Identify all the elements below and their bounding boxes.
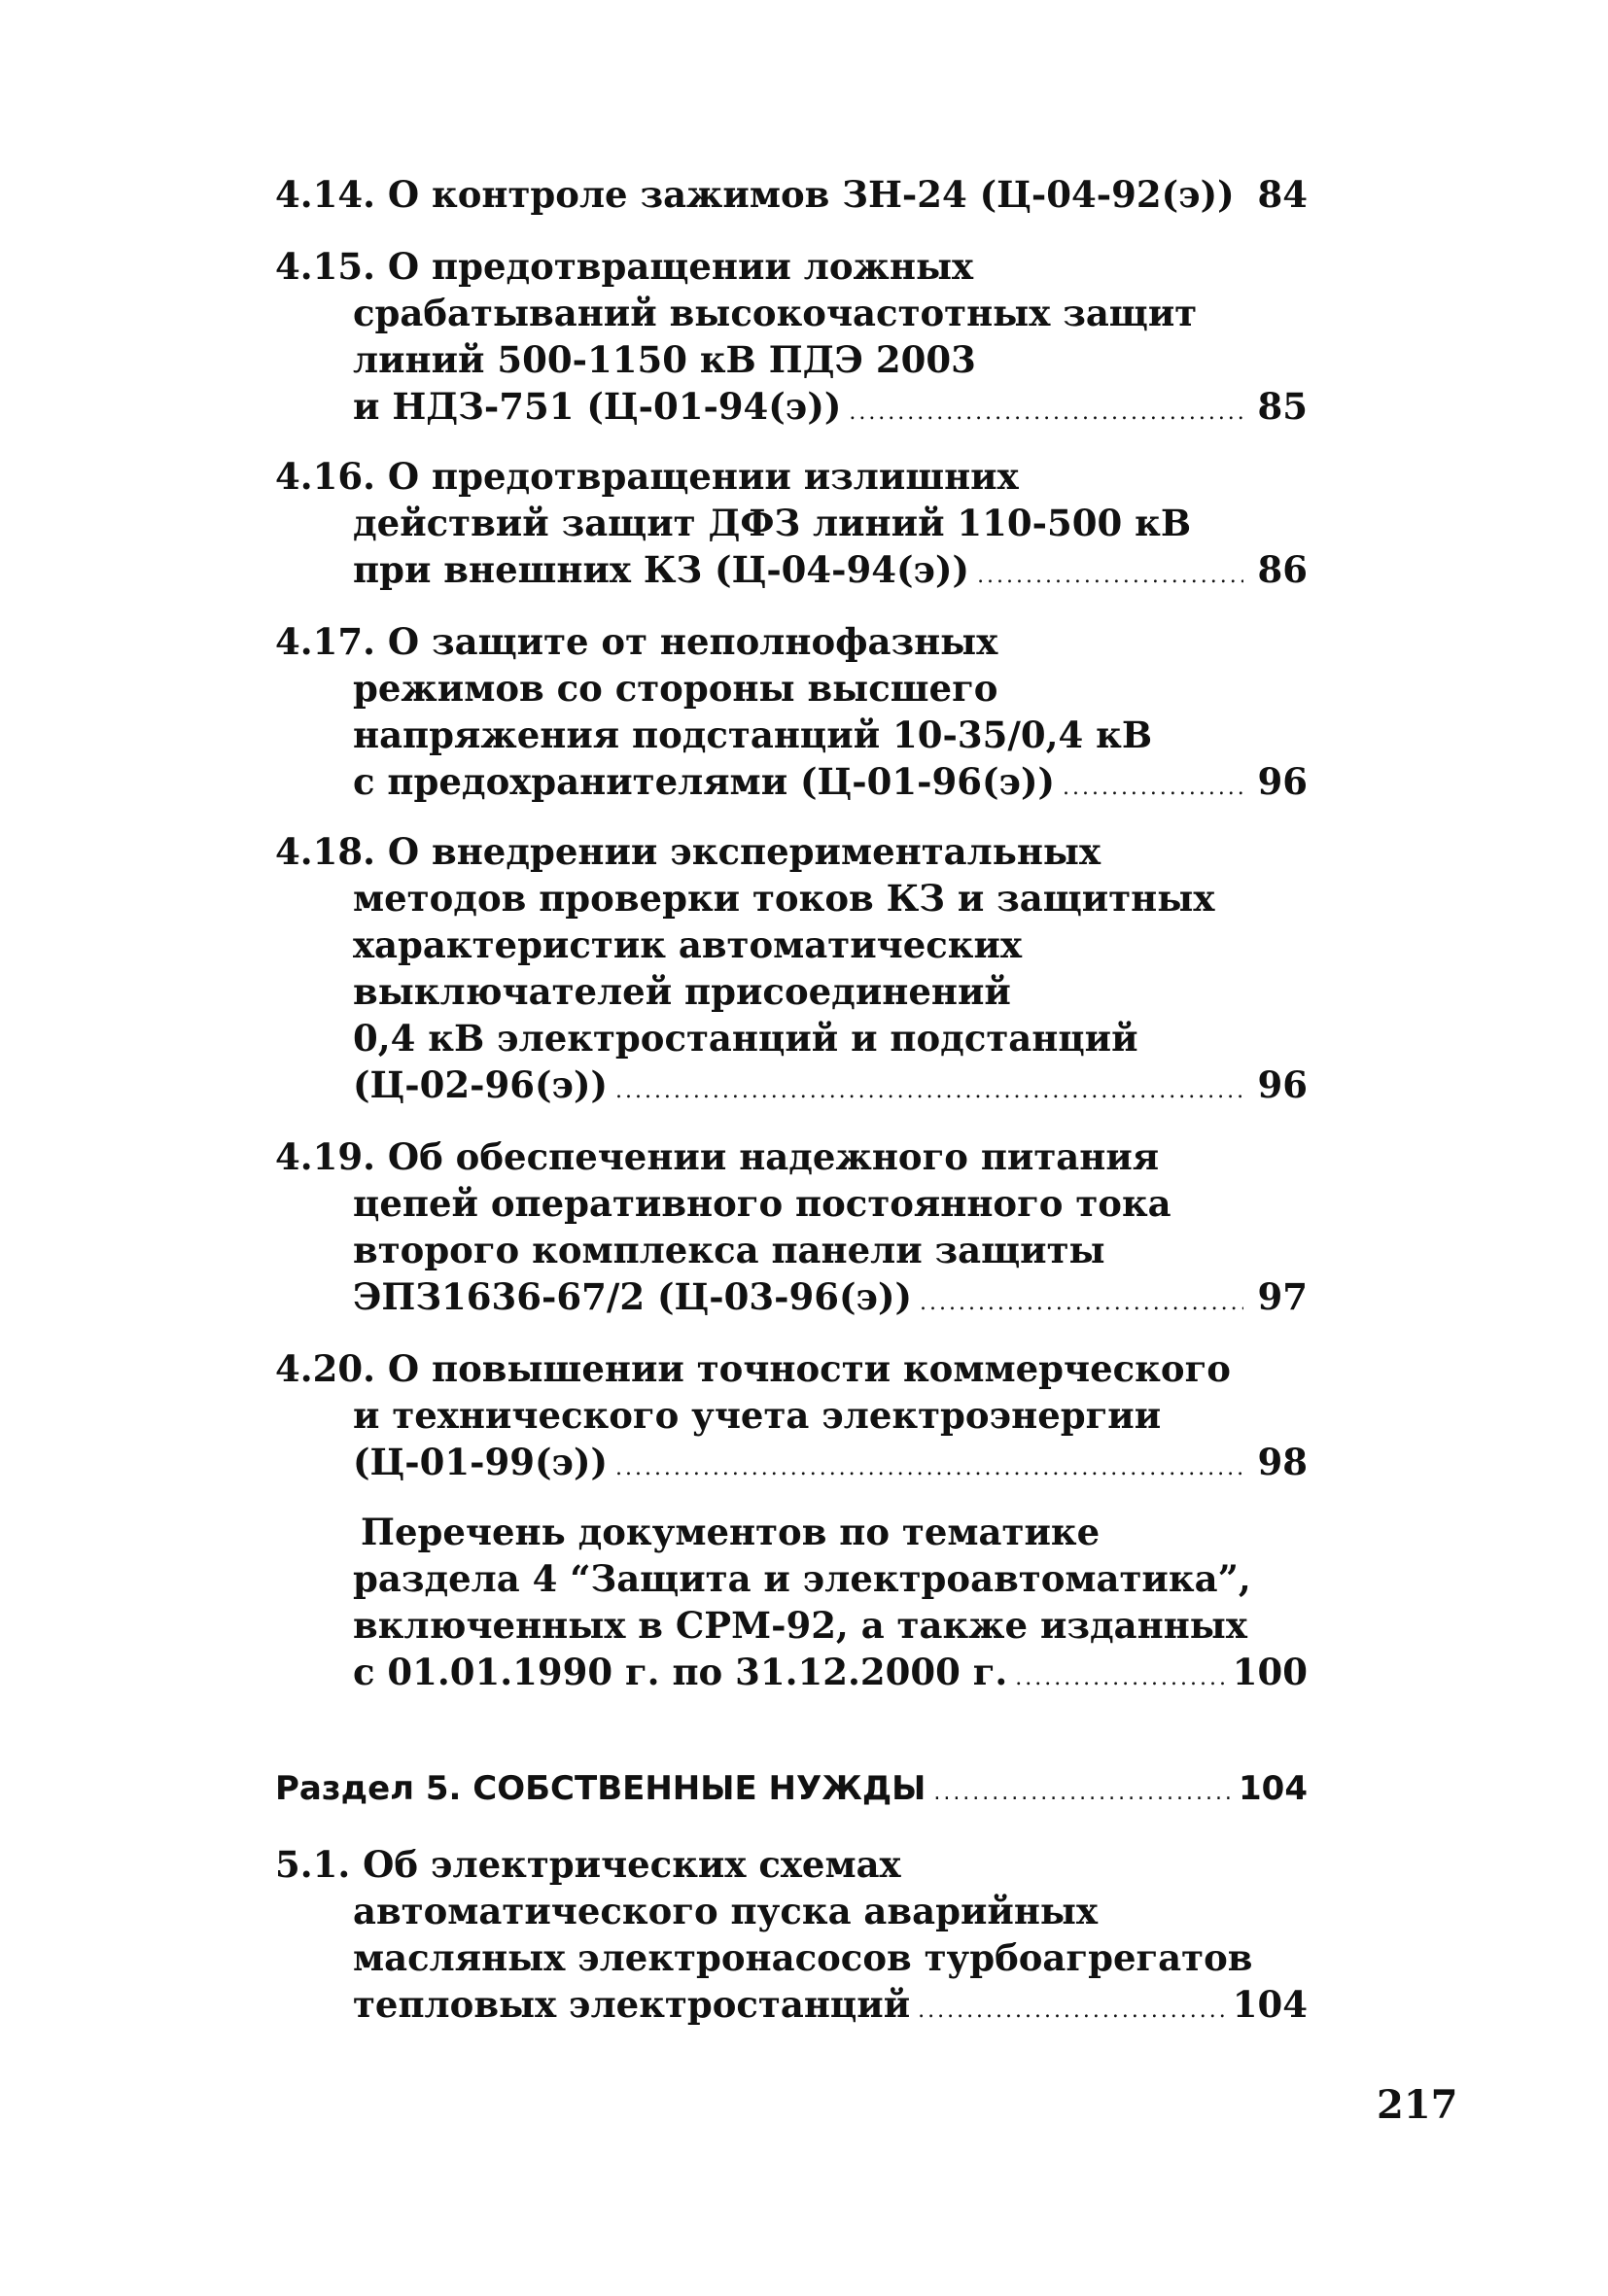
toc-entry-title: и НДЗ-751 (Ц-01-94(э)) xyxy=(353,385,842,428)
toc-line: характеристик автоматических xyxy=(353,923,1023,966)
toc-line: включенных в СРМ-92, а также изданных xyxy=(353,1604,1247,1647)
toc-line xyxy=(275,546,1308,593)
toc-line xyxy=(275,1981,1308,2028)
toc-entry-number: 4.17. xyxy=(275,620,375,663)
toc-entry-number: 4.16. xyxy=(275,455,375,498)
toc-entry-number: 5.1. xyxy=(275,1843,351,1886)
toc-line xyxy=(275,618,1308,665)
dot-leader xyxy=(918,1988,1225,2035)
toc-entry-4-18 xyxy=(275,828,1308,1108)
dot-leader xyxy=(615,1445,1243,1492)
toc-entry-document-list xyxy=(275,1509,1308,1695)
toc-entry-title: с 01.01.1990 г. по 31.12.2000 г. xyxy=(353,1651,1008,1693)
toc-page-number: 84 xyxy=(1257,173,1308,216)
toc-line: цепей оперативного постоянного тока xyxy=(353,1182,1171,1225)
dot-leader xyxy=(920,1280,1243,1327)
section-title: Раздел 5. СОБСТВЕННЫЕ НУЖДЫ xyxy=(275,1769,926,1808)
toc-entry-number: 4.20. xyxy=(275,1347,375,1390)
toc-entry-title: с предохранителями (Ц-01-96(э)) xyxy=(353,760,1056,803)
toc-line xyxy=(275,1439,1308,1485)
toc-entry-number: 4.15. xyxy=(275,245,375,288)
toc-line xyxy=(275,1649,1308,1695)
toc-line xyxy=(275,1345,1308,1392)
toc-entry-title: тепловых электростанций xyxy=(353,1983,911,2026)
toc-line: линий 500-1150 кВ ПДЭ 2003 xyxy=(353,338,976,381)
toc-page-number: 96 xyxy=(1257,760,1308,803)
dot-leader xyxy=(615,1068,1243,1115)
toc-entry-4-15 xyxy=(275,243,1308,430)
toc-entry-title: (Ц-02-96(э)) xyxy=(353,1063,608,1106)
toc-entry-title: О контроле зажимов ЗН-24 (Ц-04-92(э)) xyxy=(387,173,1235,216)
toc-page-number: 96 xyxy=(1257,1063,1308,1106)
toc-line xyxy=(275,243,1308,290)
toc-entry-title: (Ц-01-99(э)) xyxy=(353,1441,608,1483)
toc-entry-title: Об обеспечении надежного питания xyxy=(387,1135,1160,1178)
page-number: 217 xyxy=(1377,2082,1458,2128)
toc-line xyxy=(275,828,1308,875)
toc-page-number: 100 xyxy=(1232,1651,1308,1693)
toc-page-number: 98 xyxy=(1257,1441,1308,1483)
toc-entry-title: О предотвращении ложных xyxy=(387,245,974,288)
dot-leader xyxy=(1015,1655,1225,1702)
toc-entry-title: О повышении точности коммерческого xyxy=(387,1347,1231,1390)
toc-page-number: 86 xyxy=(1257,548,1308,591)
toc-entry-title: Об электрических схемах xyxy=(363,1843,901,1886)
toc-line xyxy=(275,758,1308,805)
toc-entry-4-16 xyxy=(275,453,1308,593)
toc-line: режимов со стороны высшего xyxy=(353,667,998,710)
dot-leader xyxy=(1063,765,1243,812)
toc-entry-number: 4.19. xyxy=(275,1135,375,1178)
toc-line: действий защит ДФЗ линий 110-500 кВ xyxy=(353,502,1192,544)
toc-page-number: 85 xyxy=(1257,385,1308,428)
toc-page-number: 104 xyxy=(1232,1983,1308,2026)
dot-leader xyxy=(977,553,1243,600)
toc-entry-number: 4.18. xyxy=(275,830,375,873)
toc-entry-number: 4.14. xyxy=(275,173,375,216)
toc-line xyxy=(275,1273,1308,1320)
toc-line: методов проверки токов КЗ и защитных xyxy=(353,877,1215,920)
toc-line: автоматического пуска аварийных xyxy=(353,1890,1099,1932)
toc-page-number: 97 xyxy=(1257,1275,1308,1318)
toc-entry-title: при внешних КЗ (Ц-04-94(э)) xyxy=(353,548,970,591)
toc-line xyxy=(275,383,1308,430)
toc-entry-title: О предотвращении излишних xyxy=(387,455,1019,498)
toc-entry-title: О защите от неполнофазных xyxy=(387,620,998,663)
toc-line: и технического учета электроэнергии xyxy=(353,1394,1162,1437)
toc-line xyxy=(275,1765,1308,1812)
toc-section-5-heading xyxy=(275,1765,1308,1812)
dot-leader xyxy=(933,1770,1231,1817)
toc-line xyxy=(275,453,1308,500)
toc-line: Перечень документов по тематике xyxy=(361,1511,1101,1553)
toc-line xyxy=(275,1061,1308,1108)
toc-page-number: 104 xyxy=(1239,1769,1308,1808)
toc-line xyxy=(275,1133,1308,1180)
toc-entry-4-17 xyxy=(275,618,1308,805)
toc-entry-4-20 xyxy=(275,1345,1308,1485)
toc-line: раздела 4 “Защита и электроавтоматика”, xyxy=(353,1557,1251,1600)
toc-line: выключателей присоединений xyxy=(353,970,1011,1013)
dot-leader xyxy=(1242,178,1243,225)
toc-line: второго комплекса панели защиты xyxy=(353,1229,1105,1271)
toc-line xyxy=(275,1841,1308,1888)
toc-line: 0,4 кВ электростанций и подстанций xyxy=(353,1017,1138,1060)
toc-line: напряжения подстанций 10-35/0,4 кВ xyxy=(353,713,1153,756)
toc-entry-title: О внедрении экспериментальных xyxy=(387,830,1101,873)
toc-line: масляных электронасосов турбоагрегатов xyxy=(353,1936,1253,1979)
toc-entry-title: ЭПЗ1636-67/2 (Ц-03-96(э)) xyxy=(353,1275,913,1318)
toc-entry-4-19 xyxy=(275,1133,1308,1320)
toc-entry-5-1 xyxy=(275,1841,1308,2028)
toc-line xyxy=(275,171,1308,218)
toc-entry-4-14 xyxy=(275,171,1308,218)
toc-line: срабатываний высокочастотных защит xyxy=(353,292,1198,334)
dot-leader xyxy=(849,390,1243,436)
